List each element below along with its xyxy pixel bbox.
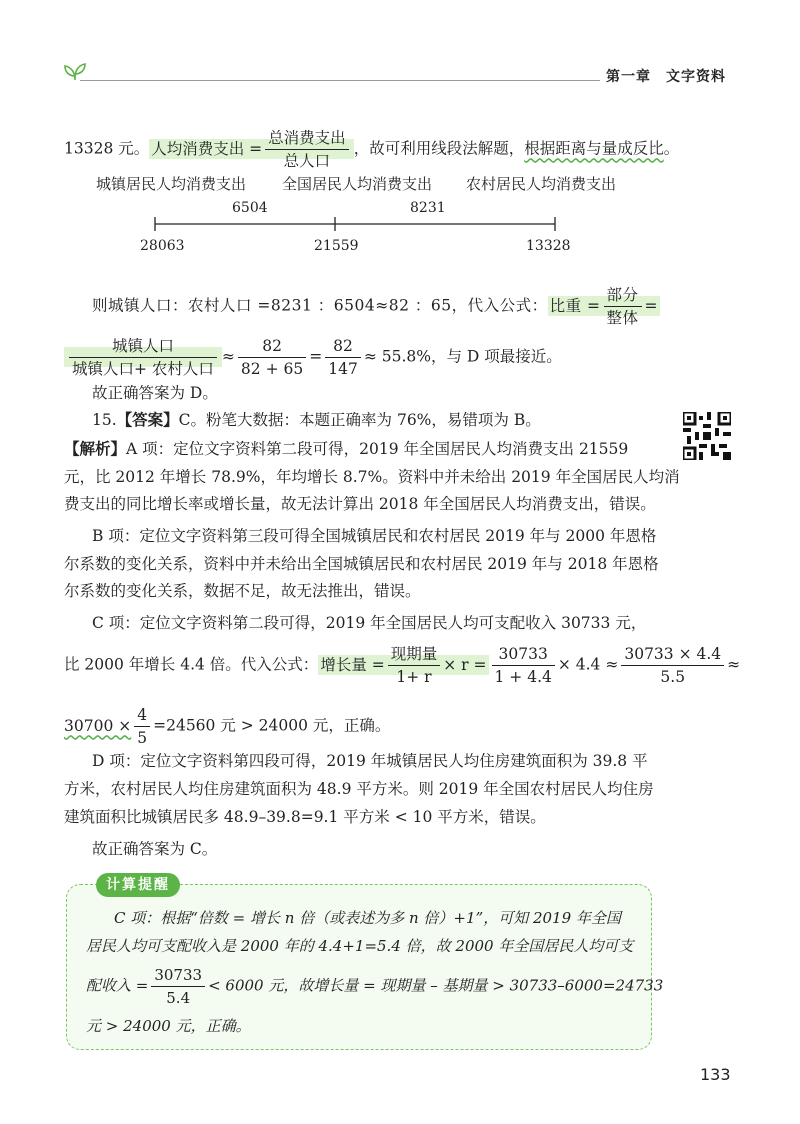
fraction (388, 644, 441, 687)
tip-tag: 计算提醒 (96, 873, 180, 897)
frac-num: 4 (134, 705, 150, 727)
tip-line-2: 居民人均可支配收入是 2000 年的 4.4+1=5.4 倍，故 2000 年全国居民人均可支 (86, 937, 634, 955)
diagram-label-rural: 农村居民人均消费支出 (466, 175, 617, 193)
tip-line-4: 元 > 24000 元，正确。 (86, 1017, 251, 1035)
conclusion: 故正确答案为 C。 (92, 840, 218, 858)
formula-label: 比重 = (549, 296, 601, 315)
text: 30700 × (64, 716, 132, 735)
text: ≈ (727, 655, 741, 674)
fraction (151, 965, 205, 1008)
question-number: 15. (92, 411, 117, 429)
frac-den: 整体 (606, 309, 639, 327)
analysis-b-line-2: 尔系数的变化关系，资料中并未给出全国城镇居民和农村居民 2019 年与 2018 年恩格 (64, 555, 659, 573)
frac-num: 总消费支出 (265, 128, 349, 150)
analysis-d-line-3: 建筑面积比城镇居民多 48.9–39.8=9.1 平方米 < 10 平方米，错误。 (64, 808, 546, 826)
header-rule (80, 80, 600, 81)
text: 比 2000 年增长 4.4 倍。代入公式： (64, 655, 319, 674)
frac-num: 30733 × 4.4 (621, 644, 724, 666)
wavy-formula (64, 706, 153, 747)
text: 13328 元。 (64, 139, 150, 158)
text: ≈ 55.8%，与 D 项最接近。 (363, 347, 562, 366)
frac-num: 现期量 (388, 644, 441, 666)
formula-highlight (318, 645, 488, 686)
formula-label: 增长量 = (320, 655, 385, 674)
line-2 (92, 285, 660, 328)
frac-den: 147 (328, 360, 358, 378)
formula-highlight (64, 337, 222, 378)
fraction (325, 336, 361, 379)
analysis-d-line-1: D 项：定位文字资料第四段可得，2019 年城镇居民人均住房建筑面积为 39.8 平 (92, 752, 648, 770)
analysis-b-line-3: 尔系数的变化关系，数据不足，故无法推出，错误。 (64, 582, 421, 600)
frac-den: 城镇人口+ 农村人口 (72, 360, 214, 378)
point-value-rural: 13328 (526, 238, 571, 254)
point-value-national: 21559 (314, 238, 359, 254)
frac-den: 5 (137, 729, 148, 747)
point-value-urban: 28063 (140, 238, 185, 254)
frac-den: 5.5 (660, 668, 686, 686)
analysis-tag: 【解析】 (64, 440, 127, 458)
text: ，故可利用线段法解题， (353, 139, 525, 158)
diagram-label-urban: 城镇居民人均消费支出 (96, 175, 247, 193)
text: < 6000 元，故增长量 = 现期量 – 基期量 > 30733–6000=24733 (208, 976, 664, 995)
formula-label: 人均消费支出 = (151, 139, 263, 158)
frac-num: 城镇人口 (69, 336, 217, 358)
text: × r = (443, 655, 487, 674)
q15-answer (92, 408, 541, 432)
wavy-text: 根据距离与量成反比 (524, 139, 664, 158)
analysis-a-line-2: 元，比 2012 年增长 78.9%，年均增长 8.7%。资料中并未给出 2019 年全国居民人均消 (64, 468, 680, 486)
analysis-c-line-1: C 项：定位文字资料第二段可得，2019 年全国居民人均可支配收入 30733 元， (92, 614, 647, 632)
frac-den: 82 + 65 (240, 360, 304, 378)
segment-value-right: 8231 (410, 200, 446, 216)
leaf-logo-icon (62, 58, 88, 82)
fraction (604, 285, 642, 328)
fraction (265, 128, 349, 171)
tip-line-3 (86, 965, 663, 1008)
fraction (621, 644, 724, 687)
tip-line-1: C 项：根据“倍数 = 增长 n 倍（或表述为多 n 倍）+1”，可知 2019 年全国 (114, 909, 621, 927)
frac-num: 部分 (604, 285, 642, 307)
fraction (492, 644, 555, 687)
text: A 项：定位文字资料第二段可得，2019 年全国居民人均消费支出 21559 (126, 440, 629, 458)
fraction (238, 336, 306, 379)
fraction (134, 705, 150, 748)
text: ≈ (221, 347, 235, 366)
frac-num: 82 (238, 336, 306, 358)
fraction (69, 336, 217, 379)
segment-value-left: 6504 (232, 200, 268, 216)
line-4: 故正确答案为 D。 (92, 384, 218, 402)
frac-den: 1+ r (396, 668, 432, 686)
chapter-title: 第一章 文字资料 (606, 69, 726, 85)
frac-den: 1 + 4.4 (494, 668, 552, 686)
analysis-c-line-3 (64, 705, 390, 748)
frac-num: 82 (325, 336, 361, 358)
segment-line (150, 215, 560, 233)
page-number: 133 (700, 1065, 731, 1084)
analysis-b-line-1: B 项：定位文字资料第三段可得全国城镇居民和农村居民 2019 年与 2000 年恩格 (92, 527, 657, 545)
frac-den: 5.4 (166, 989, 191, 1007)
answer-tag: 【答案】 (116, 411, 179, 429)
analysis-a-line-1 (64, 437, 628, 461)
line-1 (64, 128, 679, 171)
formula-highlight (149, 129, 353, 170)
frac-num: 30733 (151, 965, 205, 987)
frac-den: 总人口 (283, 152, 331, 170)
text: 配收入 = (86, 976, 149, 995)
text: × 4.4 ≈ (557, 655, 619, 674)
analysis-c-line-2 (64, 644, 740, 687)
text: 则城镇人口：农村人口 =8231 ：6504≈82 ：65，代入公式： (92, 296, 548, 315)
formula-highlight (548, 286, 660, 327)
text: = (309, 347, 323, 366)
analysis-a-line-3: 费支出的同比增长率或增长量，故无法计算出 2018 年全国居民人均消费支出，错误。 (64, 495, 656, 513)
analysis-d-line-2: 方米，农村居民人均住房建筑面积为 48.9 平方米。则 2019 年全国农村居民人均住房 (64, 780, 654, 798)
text: = (644, 296, 659, 315)
diagram-label-national: 全国居民人均消费支出 (282, 175, 433, 193)
qr-code-icon (683, 412, 731, 460)
text: 。 (663, 139, 680, 158)
text: C。粉笔大数据：本题正确率为 76%，易错项为 B。 (178, 411, 541, 429)
frac-num: 30733 (492, 644, 555, 666)
line-3 (64, 336, 562, 379)
text: =24560 元 > 24000 元，正确。 (153, 716, 391, 735)
